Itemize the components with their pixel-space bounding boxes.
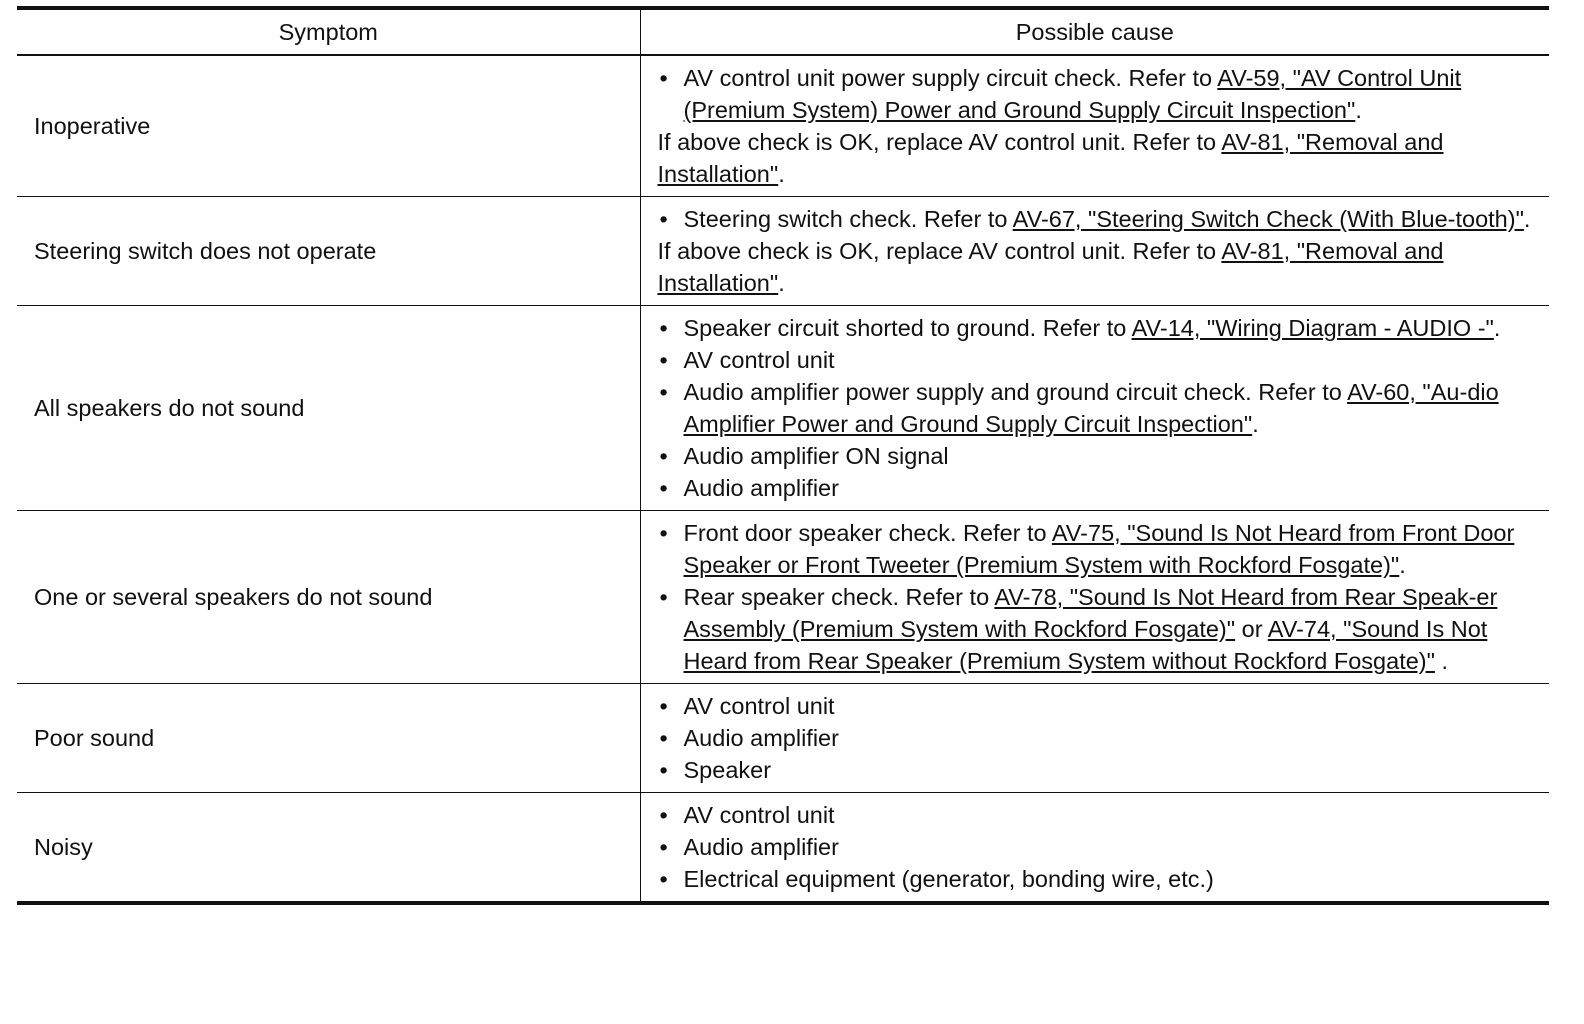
possible-cause-cell [640,55,1549,197]
symptom-cell: All speakers do not sound [34,395,305,421]
cross-reference-link[interactable]: AV-60, "Au-dio Amplifier Power and Ground Supply Circuit Inspection" [683,379,1499,437]
header-row [17,8,1549,55]
possible-cause-cell [640,306,1549,511]
cause-list-item [658,344,1544,376]
cause-list-item [658,312,1544,344]
possible-cause-cell [640,793,1549,904]
cause-list [658,690,1544,786]
cause-list-item [658,376,1544,440]
cause-list-item [658,581,1544,677]
cause-list-item [658,440,1544,472]
text-segment: . [778,161,785,187]
text-segment: AV control unit [683,802,835,828]
text-segment: . [1399,552,1406,578]
symptom-cell: One or several speakers do not sound [34,584,433,610]
cross-reference-link[interactable]: AV-14, "Wiring Diagram - AUDIO -" [1131,315,1494,341]
cause-list-item [658,831,1544,863]
text-segment: AV control unit [683,347,835,373]
text-segment: . [1434,648,1449,674]
follow-up-note [658,126,1544,190]
symptom-cell: Inoperative [34,113,151,139]
cross-reference-link[interactable]: AV-67, "Steering Switch Check (With Blue-tooth)" [1012,206,1524,232]
text-segment: Speaker [683,757,772,783]
cross-reference-link[interactable]: AV-78, "Sound Is Not Heard from Rear Speak-er Assembly (Premium System with Rockford Fosgate)" [683,584,1498,642]
cross-reference-link[interactable]: AV-81, "Removal and Installation" [657,238,1444,296]
cross-reference-link[interactable]: AV-59, "AV Control Unit (Premium System) Power and Ground Supply Circuit Inspection" [683,65,1462,123]
text-segment: Steering switch check. Refer to [683,206,1013,232]
table-row [17,684,1549,793]
text-segment: Audio amplifier ON signal [683,443,949,469]
cause-list-item [658,722,1544,754]
cause-list-item [658,472,1544,504]
cause-list-item [658,799,1544,831]
text-segment: AV control unit [683,693,835,719]
text-segment: If above check is OK, replace AV control unit. Refer to [657,129,1222,155]
text-segment: Electrical equipment (generator, bonding wire, etc.) [683,866,1214,892]
possible-cause-cell [640,684,1549,793]
symptom-column-header: Symptom [278,19,378,45]
text-segment: Rear speaker check. Refer to [683,584,995,610]
table-row [17,197,1549,306]
cause-list [658,62,1544,126]
diagnosis-table-sheet [17,6,1549,905]
text-segment: . [1355,97,1362,123]
possible-cause-cell [640,197,1549,306]
text-segment: Audio amplifier power supply and ground circuit check. Refer to [683,379,1348,405]
text-segment: Front door speaker check. Refer to [683,520,1052,546]
symptom-cell: Steering switch does not operate [34,238,377,264]
text-segment: Audio amplifier [683,725,839,751]
cause-list-item [658,203,1544,235]
cross-reference-link[interactable]: AV-74, "Sound Is Not Heard from Rear Speaker (Premium System without Rockford Fosgate)" [683,616,1488,674]
cause-list [658,312,1544,504]
cause-column-header: Possible cause [640,8,1549,55]
text-segment: . [1493,315,1501,341]
cause-list-item [658,690,1544,722]
cause-list [658,799,1544,895]
text-segment: Speaker circuit shorted to ground. Refer to [683,315,1132,341]
follow-up-note [658,235,1544,299]
cross-reference-link[interactable]: AV-75, "Sound Is Not Heard from Front Door Speaker or Front Tweeter (Premium System with Rockford Fosgate)" [683,520,1515,578]
text-segment: or [1235,616,1268,642]
text-segment: . [1523,206,1531,232]
text-segment: If above check is OK, replace AV control unit. Refer to [657,238,1222,264]
symptom-cause-table [17,6,1549,905]
possible-cause-cell [640,511,1549,684]
cause-list [658,203,1544,235]
table-row [17,793,1549,904]
symptom-cell: Noisy [34,834,93,860]
cause-list-item [658,517,1544,581]
text-segment: . [1252,411,1259,437]
cause-list-item [658,754,1544,786]
cause-list [658,517,1544,677]
cause-list-item [658,62,1544,126]
cross-reference-link[interactable]: AV-81, "Removal and Installation" [657,129,1444,187]
table-row [17,306,1549,511]
text-segment: . [778,270,785,296]
table-row [17,55,1549,197]
text-segment: AV control unit power supply circuit check. Refer to [683,65,1218,91]
text-segment: Audio amplifier [683,834,839,860]
cause-list-item [658,863,1544,895]
table-row [17,511,1549,684]
symptom-cell: Poor sound [34,725,155,751]
text-segment: Audio amplifier [683,475,839,501]
